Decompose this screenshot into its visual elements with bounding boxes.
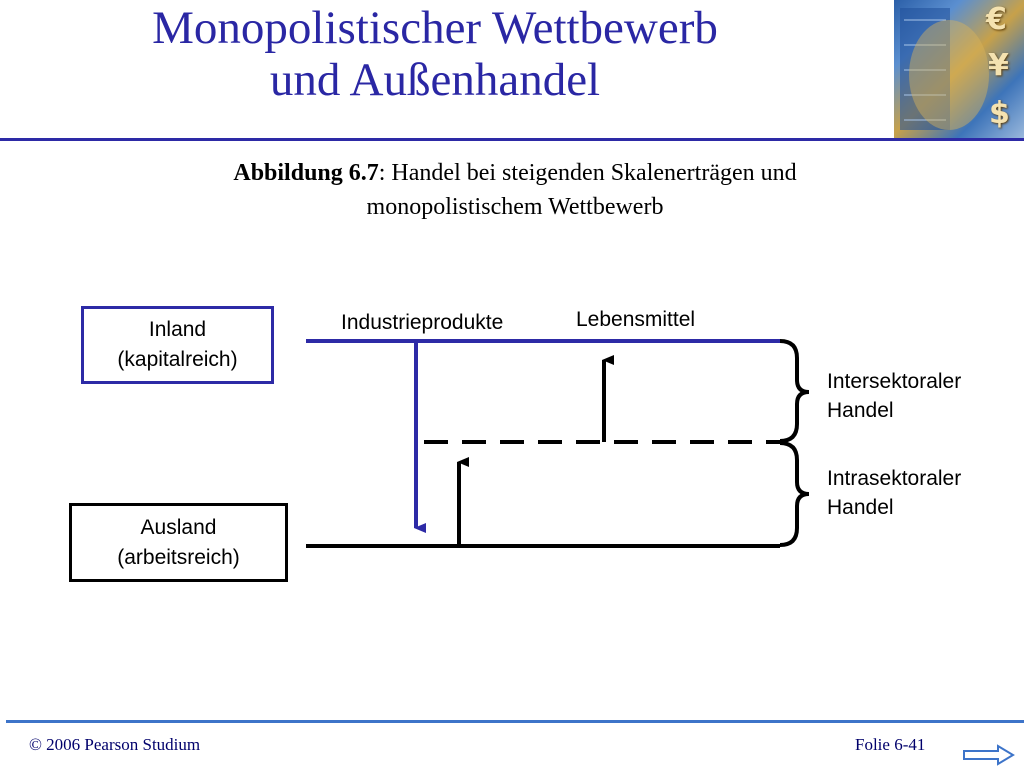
intrasectoral-trade-line2: Handel: [827, 496, 894, 519]
copyright-notice: © 2006 Pearson Studium: [29, 735, 201, 754]
slide-title-line2: und Außenhandel: [269, 54, 601, 106]
intrasectoral-trade-label: [827, 464, 961, 522]
intrasectoral-trade-line1: Intrasektoraler: [827, 467, 962, 490]
foreign-country-name: Ausland: [140, 515, 217, 539]
industrial-goods-label: Industrieprodukte: [341, 311, 504, 334]
next-arrow-icon[interactable]: [962, 744, 1016, 766]
yen-symbol: ¥: [988, 48, 1009, 83]
foreign-country-attribute: (arbeitsreich): [117, 545, 240, 569]
intersectoral-trade-line1: Intersektoraler: [827, 370, 962, 393]
foreign-country-box: [69, 503, 288, 582]
lower-brace: [780, 443, 809, 545]
slide-title-line1: Monopolistischer Wettbewerb: [152, 2, 718, 54]
figure-label: Abbildung 6.7: [233, 160, 379, 186]
figure-caption-line2: monopolistischem Wettbewerb: [366, 194, 664, 220]
slide-number: Folie 6-41: [855, 735, 926, 754]
food-goods-label: Lebensmittel: [576, 308, 696, 331]
home-country-box: [81, 306, 274, 384]
intersectoral-trade-label: [827, 367, 961, 425]
home-country-name: Inland: [148, 318, 207, 341]
intersectoral-trade-line2: Handel: [827, 399, 894, 422]
dollar-symbol: $: [989, 96, 1010, 131]
euro-symbol: €: [986, 2, 1007, 37]
footer-divider: [6, 720, 1024, 723]
home-country-attribute: (kapitalreich): [117, 348, 238, 371]
upper-brace: [780, 341, 809, 441]
figure-caption-line1: : Handel bei steigenden Skalenerträgen und: [378, 160, 797, 186]
